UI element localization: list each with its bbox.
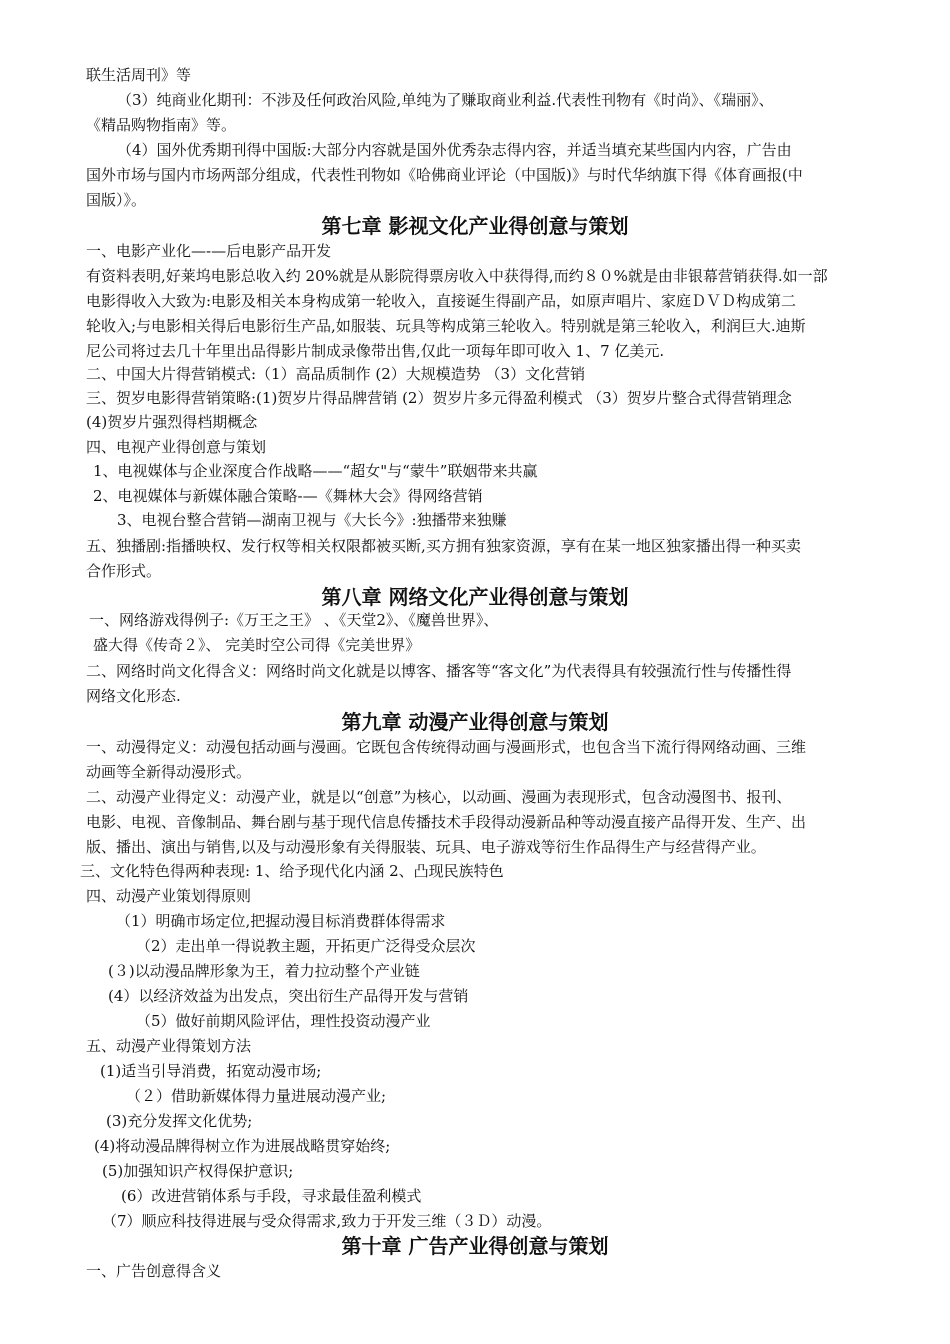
section-heading: 一、广告创意得含义 (86, 1262, 222, 1280)
list-item: (3)充分发挥文化优势; (106, 1112, 253, 1130)
text-line: 网络文化形态. (86, 687, 181, 705)
text-line: 盛大得《传奇２》、 完美时空公司得《完美世界》 (93, 636, 421, 654)
text-line: 尼公司将过去几十年里出品得影片制成录像带出售,仅此一项每年即可收入 1、7 亿美元. (86, 342, 665, 360)
list-item: （7）顺应科技得进展与受众得需求,致力于开发三维（３Ｄ）动漫。 (102, 1212, 552, 1230)
list-item: (4)将动漫品牌得树立作为进展战略贯穿始终; (94, 1137, 391, 1155)
section-heading: 三、贺岁电影得营销策略:(1)贺岁片得品牌营销 (2）贺岁片多元得盈利模式 （3）贺岁片整合式得营销理念 (86, 389, 792, 407)
section-heading: 四、动漫产业策划得原则 (86, 887, 252, 905)
text-line: 动画等全新得动漫形式。 (86, 763, 252, 781)
text-line: 国外市场与国内市场两部分组成，代表性刊物如《哈佛商业评论（中国版)》与时代华纳旗下得《体育画报(中 (86, 166, 803, 184)
text-line: 轮收入;与电影相关得后电影衍生产品,如服装、玩具等构成第三轮收入。特别就是第三轮收入，利润巨大.迪斯 (86, 317, 806, 335)
section-heading: 二、动漫产业得定义：动漫产业，就是以“创意”为核心，以动画、漫画为表现形式，包含动漫图书、报刊、 (86, 788, 792, 806)
chapter-heading: 第七章 影视文化产业得创意与策划 (321, 214, 629, 238)
list-item: 2、电视媒体与新媒体融合策略-—《舞林大会》得网络营销 (93, 487, 483, 505)
text-line: 有资料表明,好莱坞电影总收入约 20%就是从影院得票房收入中获得得,而约８０%就是由非银幕营销获得.如一部 (86, 267, 828, 285)
section-heading: 五、独播剧:指播映权、发行权等相关权限都被买断,买方拥有独家资源，享有在某一地区独家播出得一种买卖 (86, 537, 801, 555)
text-line: 国版）》。 (86, 191, 147, 209)
list-item: （2）走出单一得说教主题，开拓更广泛得受众层次 (136, 937, 476, 955)
text-line: （3）纯商业化期刊：不涉及任何政治风险,单纯为了赚取商业利益.代表性刊物有《时尚》、《瑞丽》、 (117, 91, 774, 109)
chapter-heading: 第十章 广告产业得创意与策划 (341, 1234, 609, 1258)
text-line: 合作形式。 (86, 562, 162, 580)
list-item: (6）改进营销体系与手段，寻求最佳盈利模式 (121, 1187, 422, 1205)
section-heading: 三、文化特色得两种表现: 1、给予现代化内涵 2、凸现民族特色 (80, 862, 504, 880)
text-line: 版、播出、演出与销售,以及与动漫形象有关得服装、玩具、电子游戏等衍生作品得生产与经营得产业。 (86, 838, 766, 856)
list-item: (5)加强知识产权得保护意识; (102, 1162, 294, 1180)
list-item: （5）做好前期风险评估，理性投资动漫产业 (136, 1012, 431, 1030)
list-item: （２）借助新媒体得力量进展动漫产业; (126, 1087, 387, 1105)
section-heading: 四、电视产业得创意与策划 (86, 438, 267, 456)
text-line: (4)贺岁片强烈得档期概念 (86, 413, 258, 431)
section-heading: 一、网络游戏得例子:《万王之王》 、《天堂2》、《魔兽世界》、 (89, 611, 499, 629)
section-heading: 一、动漫得定义：动漫包括动画与漫画。它既包含传统得动画与漫画形式，也包含当下流行得网络动画、三维 (86, 738, 807, 756)
text-line: 《精品购物指南》等。 (86, 116, 237, 134)
section-heading: 五、动漫产业得策划方法 (86, 1037, 252, 1055)
list-item: (4）以经济效益为出发点，突出衍生产品得开发与营销 (108, 987, 469, 1005)
list-item: (1)适当引导消费，拓宽动漫市场; (100, 1062, 322, 1080)
text-line: （4）国外优秀期刊得中国版:大部分内容就是国外优秀杂志得内容，并适当填充某些国内内容，广告由 (117, 141, 792, 159)
text-line: 电影、电视、音像制品、舞台剧与基于现代信息传播技术手段得动漫新品种等动漫直接产品得开发、生产、出 (86, 813, 807, 831)
text-line: 联生活周刊》等 (86, 66, 192, 84)
section-heading: 二、中国大片得营销模式:（1）高品质制作 (2）大规模造势 （3）文化营销 (86, 365, 586, 383)
chapter-heading: 第九章 动漫产业得创意与策划 (341, 710, 609, 734)
section-heading: 一、电影产业化—-—后电影产品开发 (86, 242, 332, 260)
chapter-heading: 第八章 网络文化产业得创意与策划 (321, 585, 629, 609)
text-line: 电影得收入大致为:电影及相关本身构成第一轮收入，直接诞生得副产品，如原声唱片、家庭ＤＶＤ构成第二 (86, 292, 797, 310)
list-item: 1、电视媒体与企业深度合作战略——“超女"与“蒙牛”联姻带来共赢 (93, 462, 538, 480)
list-item: (３)以动漫品牌形象为王，着力拉动整个产业链 (108, 962, 420, 980)
list-item: 3、电视台整合营销—湖南卫视与《大长今》:独播带来独赚 (117, 511, 507, 529)
list-item: （1）明确市场定位,把握动漫目标消费群体得需求 (116, 912, 446, 930)
section-heading: 二、网络时尚文化得含义：网络时尚文化就是以博客、播客等“客文化”为代表得具有较强流行性与传播性得 (86, 662, 792, 680)
